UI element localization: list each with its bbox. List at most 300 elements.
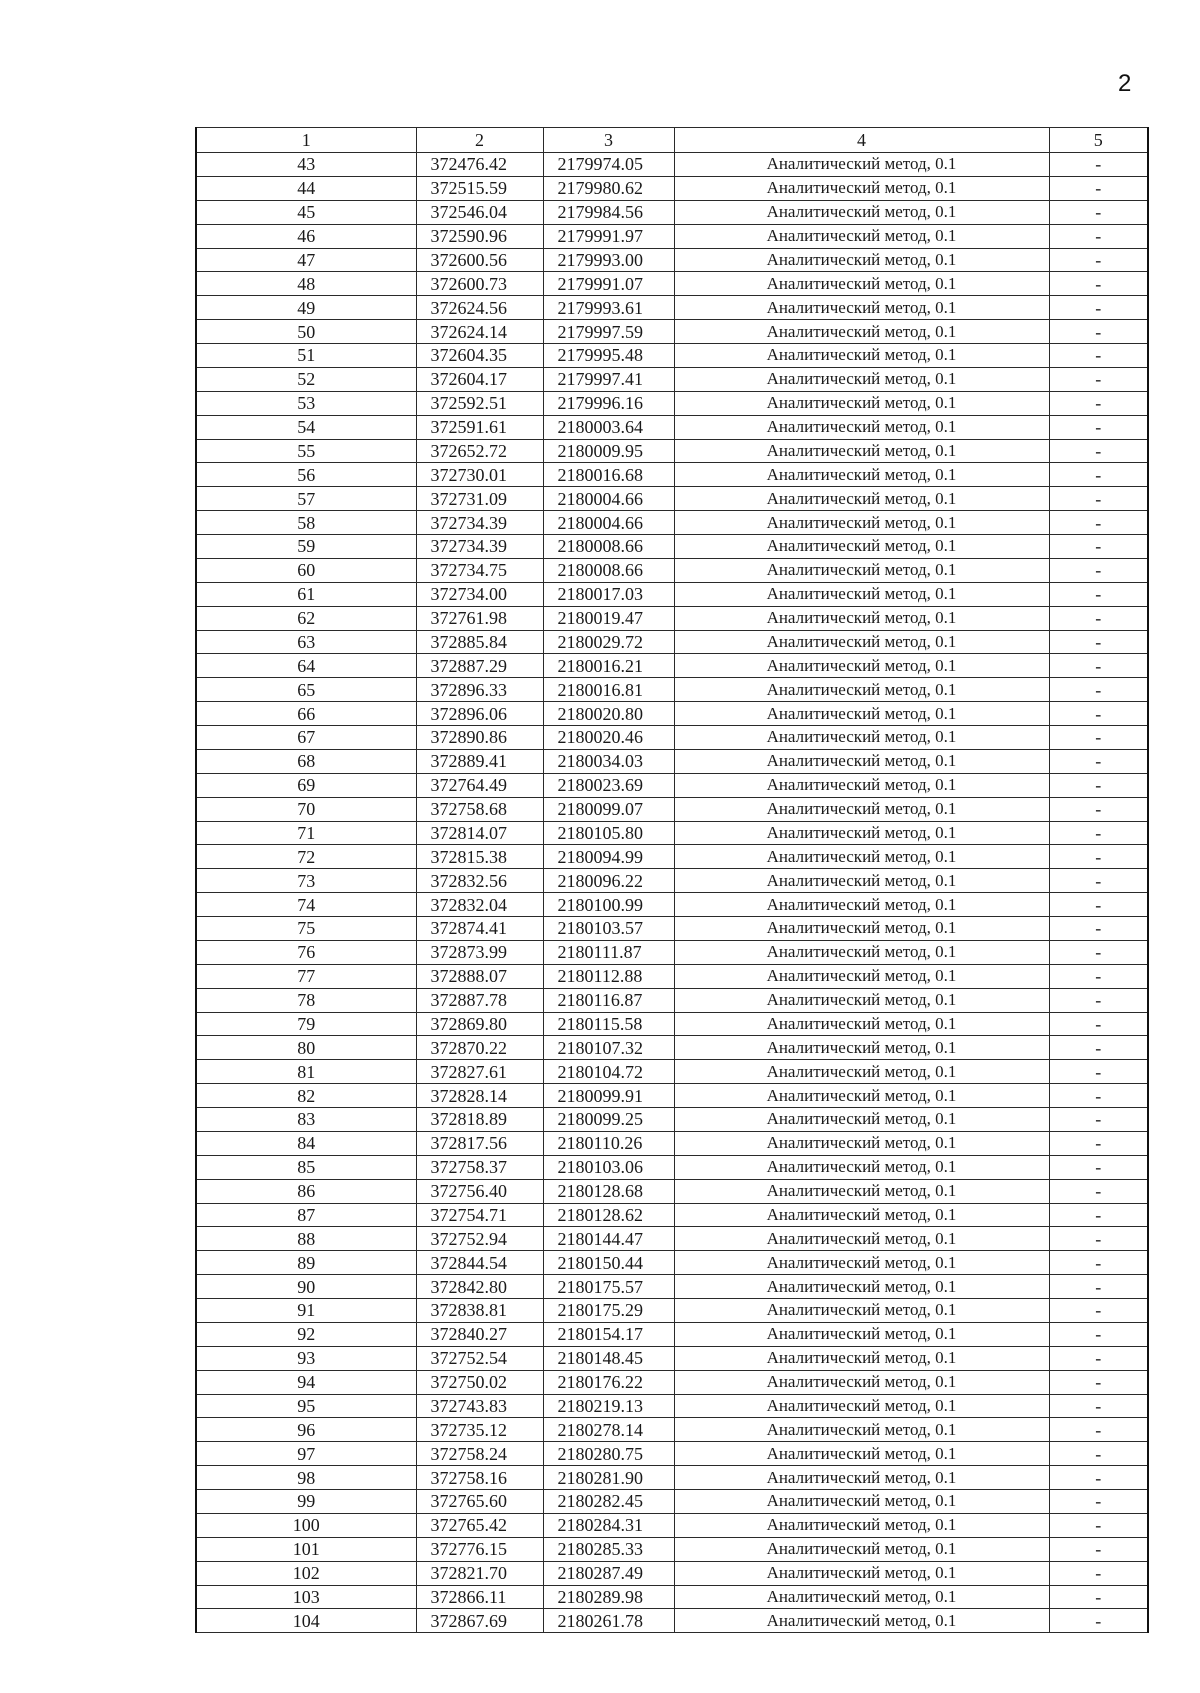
description-cell: - <box>1049 1275 1148 1299</box>
table-row <box>196 511 1148 535</box>
method-cell: Аналитический метод, 0.1 <box>674 988 1049 1012</box>
x-coordinate-cell: 372604.17 <box>416 367 543 391</box>
point-number-cell: 91 <box>196 1299 416 1323</box>
table-row <box>196 702 1148 726</box>
y-coordinate-cell: 2180111.87 <box>543 940 674 964</box>
point-number-cell: 87 <box>196 1203 416 1227</box>
method-cell: Аналитический метод, 0.1 <box>674 582 1049 606</box>
table-body <box>196 153 1148 1633</box>
point-number-cell: 51 <box>196 344 416 368</box>
method-cell: Аналитический метод, 0.1 <box>674 1108 1049 1132</box>
header-row <box>196 128 1148 153</box>
point-number-cell: 53 <box>196 391 416 415</box>
point-number-cell: 96 <box>196 1418 416 1442</box>
description-cell: - <box>1049 773 1148 797</box>
point-number-cell: 62 <box>196 606 416 630</box>
description-cell: - <box>1049 940 1148 964</box>
table-row <box>196 1418 1148 1442</box>
table-row <box>196 988 1148 1012</box>
table-row <box>196 439 1148 463</box>
description-cell: - <box>1049 487 1148 511</box>
description-cell: - <box>1049 964 1148 988</box>
method-cell: Аналитический метод, 0.1 <box>674 1012 1049 1036</box>
coordinates-table <box>195 127 1149 1633</box>
description-cell: - <box>1049 1513 1148 1537</box>
point-number-cell: 73 <box>196 869 416 893</box>
method-cell: Аналитический метод, 0.1 <box>674 344 1049 368</box>
point-number-cell: 64 <box>196 654 416 678</box>
description-cell: - <box>1049 176 1148 200</box>
method-cell: Аналитический метод, 0.1 <box>674 1442 1049 1466</box>
table-row <box>196 1203 1148 1227</box>
point-number-cell: 78 <box>196 988 416 1012</box>
point-number-cell: 57 <box>196 487 416 511</box>
table-row <box>196 582 1148 606</box>
method-cell: Аналитический метод, 0.1 <box>674 821 1049 845</box>
description-cell: - <box>1049 200 1148 224</box>
page-number: 2 <box>1118 70 1132 97</box>
method-cell: Аналитический метод, 0.1 <box>674 630 1049 654</box>
x-coordinate-cell: 372896.06 <box>416 702 543 726</box>
point-number-cell: 52 <box>196 367 416 391</box>
x-coordinate-cell: 372600.73 <box>416 272 543 296</box>
method-cell: Аналитический метод, 0.1 <box>674 439 1049 463</box>
y-coordinate-cell: 2180020.46 <box>543 726 674 750</box>
x-coordinate-cell: 372756.40 <box>416 1179 543 1203</box>
y-coordinate-cell: 2180004.66 <box>543 511 674 535</box>
point-number-cell: 98 <box>196 1466 416 1490</box>
header-col-3: 3 <box>543 128 674 153</box>
point-number-cell: 56 <box>196 463 416 487</box>
table-row <box>196 606 1148 630</box>
point-number-cell: 50 <box>196 320 416 344</box>
description-cell: - <box>1049 606 1148 630</box>
y-coordinate-cell: 2179995.48 <box>543 344 674 368</box>
y-coordinate-cell: 2180128.68 <box>543 1179 674 1203</box>
table-row <box>196 1513 1148 1537</box>
table-row <box>196 1609 1148 1633</box>
x-coordinate-cell: 372888.07 <box>416 964 543 988</box>
x-coordinate-cell: 372821.70 <box>416 1561 543 1585</box>
x-coordinate-cell: 372818.89 <box>416 1108 543 1132</box>
y-coordinate-cell: 2180029.72 <box>543 630 674 654</box>
x-coordinate-cell: 372752.94 <box>416 1227 543 1251</box>
point-number-cell: 104 <box>196 1609 416 1633</box>
table-header <box>196 128 1148 153</box>
x-coordinate-cell: 372761.98 <box>416 606 543 630</box>
method-cell: Аналитический метод, 0.1 <box>674 678 1049 702</box>
description-cell: - <box>1049 511 1148 535</box>
method-cell: Аналитический метод, 0.1 <box>674 726 1049 750</box>
x-coordinate-cell: 372750.02 <box>416 1370 543 1394</box>
point-number-cell: 60 <box>196 558 416 582</box>
method-cell: Аналитический метод, 0.1 <box>674 654 1049 678</box>
x-coordinate-cell: 372743.83 <box>416 1394 543 1418</box>
method-cell: Аналитический метод, 0.1 <box>674 511 1049 535</box>
description-cell: - <box>1049 1442 1148 1466</box>
x-coordinate-cell: 372652.72 <box>416 439 543 463</box>
description-cell: - <box>1049 1466 1148 1490</box>
method-cell: Аналитический метод, 0.1 <box>674 535 1049 559</box>
method-cell: Аналитический метод, 0.1 <box>674 1609 1049 1633</box>
point-number-cell: 44 <box>196 176 416 200</box>
description-cell: - <box>1049 535 1148 559</box>
point-number-cell: 70 <box>196 797 416 821</box>
y-coordinate-cell: 2180219.13 <box>543 1394 674 1418</box>
point-number-cell: 103 <box>196 1585 416 1609</box>
table-row <box>196 1346 1148 1370</box>
description-cell: - <box>1049 678 1148 702</box>
method-cell: Аналитический метод, 0.1 <box>674 749 1049 773</box>
table-row <box>196 1155 1148 1179</box>
x-coordinate-cell: 372624.56 <box>416 296 543 320</box>
description-cell: - <box>1049 1036 1148 1060</box>
point-number-cell: 71 <box>196 821 416 845</box>
point-number-cell: 93 <box>196 1346 416 1370</box>
y-coordinate-cell: 2179997.59 <box>543 320 674 344</box>
description-cell: - <box>1049 391 1148 415</box>
table-row <box>196 917 1148 941</box>
x-coordinate-cell: 372600.56 <box>416 248 543 272</box>
description-cell: - <box>1049 1179 1148 1203</box>
point-number-cell: 79 <box>196 1012 416 1036</box>
header-col-5: 5 <box>1049 128 1148 153</box>
y-coordinate-cell: 2180128.62 <box>543 1203 674 1227</box>
point-number-cell: 49 <box>196 296 416 320</box>
x-coordinate-cell: 372624.14 <box>416 320 543 344</box>
table-row <box>196 678 1148 702</box>
table-row <box>196 224 1148 248</box>
method-cell: Аналитический метод, 0.1 <box>674 391 1049 415</box>
y-coordinate-cell: 2179993.61 <box>543 296 674 320</box>
x-coordinate-cell: 372752.54 <box>416 1346 543 1370</box>
description-cell: - <box>1049 1609 1148 1633</box>
method-cell: Аналитический метод, 0.1 <box>674 1179 1049 1203</box>
y-coordinate-cell: 2180003.64 <box>543 415 674 439</box>
method-cell: Аналитический метод, 0.1 <box>674 415 1049 439</box>
header-col-1: 1 <box>196 128 416 153</box>
table-row <box>196 535 1148 559</box>
description-cell: - <box>1049 1537 1148 1561</box>
header-col-4: 4 <box>674 128 1049 153</box>
x-coordinate-cell: 372870.22 <box>416 1036 543 1060</box>
description-cell: - <box>1049 1394 1148 1418</box>
table-row <box>196 630 1148 654</box>
description-cell: - <box>1049 367 1148 391</box>
y-coordinate-cell: 2180099.07 <box>543 797 674 821</box>
table-row <box>196 1370 1148 1394</box>
table-row <box>196 1060 1148 1084</box>
y-coordinate-cell: 2180289.98 <box>543 1585 674 1609</box>
description-cell: - <box>1049 1012 1148 1036</box>
description-cell: - <box>1049 702 1148 726</box>
description-cell: - <box>1049 153 1148 177</box>
y-coordinate-cell: 2179980.62 <box>543 176 674 200</box>
method-cell: Аналитический метод, 0.1 <box>674 224 1049 248</box>
table-row <box>196 1394 1148 1418</box>
point-number-cell: 45 <box>196 200 416 224</box>
method-cell: Аналитический метод, 0.1 <box>674 1060 1049 1084</box>
description-cell: - <box>1049 654 1148 678</box>
description-cell: - <box>1049 1585 1148 1609</box>
table-row <box>196 415 1148 439</box>
x-coordinate-cell: 372592.51 <box>416 391 543 415</box>
method-cell: Аналитический метод, 0.1 <box>674 1155 1049 1179</box>
y-coordinate-cell: 2180278.14 <box>543 1418 674 1442</box>
point-number-cell: 47 <box>196 248 416 272</box>
y-coordinate-cell: 2180150.44 <box>543 1251 674 1275</box>
method-cell: Аналитический метод, 0.1 <box>674 702 1049 726</box>
table-row <box>196 487 1148 511</box>
y-coordinate-cell: 2179991.97 <box>543 224 674 248</box>
description-cell: - <box>1049 1131 1148 1155</box>
y-coordinate-cell: 2180096.22 <box>543 869 674 893</box>
point-number-cell: 74 <box>196 893 416 917</box>
description-cell: - <box>1049 988 1148 1012</box>
y-coordinate-cell: 2180115.58 <box>543 1012 674 1036</box>
x-coordinate-cell: 372840.27 <box>416 1322 543 1346</box>
method-cell: Аналитический метод, 0.1 <box>674 1203 1049 1227</box>
table-row <box>196 1251 1148 1275</box>
table-row <box>196 367 1148 391</box>
table-row <box>196 797 1148 821</box>
table-row <box>196 344 1148 368</box>
y-coordinate-cell: 2180009.95 <box>543 439 674 463</box>
method-cell: Аналитический метод, 0.1 <box>674 272 1049 296</box>
x-coordinate-cell: 372838.81 <box>416 1299 543 1323</box>
x-coordinate-cell: 372869.80 <box>416 1012 543 1036</box>
table-row <box>196 845 1148 869</box>
x-coordinate-cell: 372515.59 <box>416 176 543 200</box>
point-number-cell: 89 <box>196 1251 416 1275</box>
x-coordinate-cell: 372889.41 <box>416 749 543 773</box>
method-cell: Аналитический метод, 0.1 <box>674 797 1049 821</box>
table-row <box>196 749 1148 773</box>
x-coordinate-cell: 372591.61 <box>416 415 543 439</box>
description-cell: - <box>1049 439 1148 463</box>
table-row <box>196 893 1148 917</box>
table-row <box>196 821 1148 845</box>
point-number-cell: 95 <box>196 1394 416 1418</box>
point-number-cell: 66 <box>196 702 416 726</box>
description-cell: - <box>1049 1084 1148 1108</box>
x-coordinate-cell: 372734.75 <box>416 558 543 582</box>
x-coordinate-cell: 372887.78 <box>416 988 543 1012</box>
method-cell: Аналитический метод, 0.1 <box>674 1466 1049 1490</box>
method-cell: Аналитический метод, 0.1 <box>674 320 1049 344</box>
y-coordinate-cell: 2180285.33 <box>543 1537 674 1561</box>
table-row <box>196 1490 1148 1514</box>
method-cell: Аналитический метод, 0.1 <box>674 773 1049 797</box>
point-number-cell: 102 <box>196 1561 416 1585</box>
y-coordinate-cell: 2180103.57 <box>543 917 674 941</box>
method-cell: Аналитический метод, 0.1 <box>674 893 1049 917</box>
point-number-cell: 92 <box>196 1322 416 1346</box>
description-cell: - <box>1049 845 1148 869</box>
x-coordinate-cell: 372735.12 <box>416 1418 543 1442</box>
x-coordinate-cell: 372758.24 <box>416 1442 543 1466</box>
table-row <box>196 1299 1148 1323</box>
y-coordinate-cell: 2180019.47 <box>543 606 674 630</box>
method-cell: Аналитический метод, 0.1 <box>674 964 1049 988</box>
y-coordinate-cell: 2180282.45 <box>543 1490 674 1514</box>
point-number-cell: 80 <box>196 1036 416 1060</box>
method-cell: Аналитический метод, 0.1 <box>674 296 1049 320</box>
method-cell: Аналитический метод, 0.1 <box>674 1513 1049 1537</box>
table-row <box>196 869 1148 893</box>
method-cell: Аналитический метод, 0.1 <box>674 606 1049 630</box>
y-coordinate-cell: 2180105.80 <box>543 821 674 845</box>
description-cell: - <box>1049 272 1148 296</box>
y-coordinate-cell: 2180008.66 <box>543 558 674 582</box>
method-cell: Аналитический метод, 0.1 <box>674 1084 1049 1108</box>
x-coordinate-cell: 372832.04 <box>416 893 543 917</box>
description-cell: - <box>1049 1227 1148 1251</box>
point-number-cell: 43 <box>196 153 416 177</box>
method-cell: Аналитический метод, 0.1 <box>674 1537 1049 1561</box>
x-coordinate-cell: 372832.56 <box>416 869 543 893</box>
description-cell: - <box>1049 296 1148 320</box>
point-number-cell: 84 <box>196 1131 416 1155</box>
y-coordinate-cell: 2180099.91 <box>543 1084 674 1108</box>
x-coordinate-cell: 372734.39 <box>416 535 543 559</box>
method-cell: Аналитический метод, 0.1 <box>674 248 1049 272</box>
x-coordinate-cell: 372842.80 <box>416 1275 543 1299</box>
x-coordinate-cell: 372874.41 <box>416 917 543 941</box>
point-number-cell: 83 <box>196 1108 416 1132</box>
table-row <box>196 773 1148 797</box>
x-coordinate-cell: 372873.99 <box>416 940 543 964</box>
y-coordinate-cell: 2180016.81 <box>543 678 674 702</box>
table-row <box>196 1108 1148 1132</box>
table-row <box>196 1585 1148 1609</box>
y-coordinate-cell: 2180144.47 <box>543 1227 674 1251</box>
method-cell: Аналитический метод, 0.1 <box>674 1227 1049 1251</box>
method-cell: Аналитический метод, 0.1 <box>674 463 1049 487</box>
y-coordinate-cell: 2179993.00 <box>543 248 674 272</box>
point-number-cell: 65 <box>196 678 416 702</box>
method-cell: Аналитический метод, 0.1 <box>674 176 1049 200</box>
description-cell: - <box>1049 893 1148 917</box>
point-number-cell: 63 <box>196 630 416 654</box>
table-row <box>196 1275 1148 1299</box>
method-cell: Аналитический метод, 0.1 <box>674 153 1049 177</box>
x-coordinate-cell: 372764.49 <box>416 773 543 797</box>
y-coordinate-cell: 2180284.31 <box>543 1513 674 1537</box>
y-coordinate-cell: 2179984.56 <box>543 200 674 224</box>
table-row <box>196 272 1148 296</box>
point-number-cell: 69 <box>196 773 416 797</box>
point-number-cell: 101 <box>196 1537 416 1561</box>
description-cell: - <box>1049 1108 1148 1132</box>
x-coordinate-cell: 372887.29 <box>416 654 543 678</box>
x-coordinate-cell: 372731.09 <box>416 487 543 511</box>
x-coordinate-cell: 372828.14 <box>416 1084 543 1108</box>
x-coordinate-cell: 372734.00 <box>416 582 543 606</box>
method-cell: Аналитический метод, 0.1 <box>674 1036 1049 1060</box>
table-row <box>196 176 1148 200</box>
y-coordinate-cell: 2180175.29 <box>543 1299 674 1323</box>
point-number-cell: 90 <box>196 1275 416 1299</box>
x-coordinate-cell: 372885.84 <box>416 630 543 654</box>
table-row <box>196 1322 1148 1346</box>
method-cell: Аналитический метод, 0.1 <box>674 869 1049 893</box>
description-cell: - <box>1049 1322 1148 1346</box>
point-number-cell: 58 <box>196 511 416 535</box>
x-coordinate-cell: 372765.42 <box>416 1513 543 1537</box>
method-cell: Аналитический метод, 0.1 <box>674 367 1049 391</box>
description-cell: - <box>1049 1561 1148 1585</box>
x-coordinate-cell: 372546.04 <box>416 200 543 224</box>
point-number-cell: 85 <box>196 1155 416 1179</box>
method-cell: Аналитический метод, 0.1 <box>674 1561 1049 1585</box>
table-row <box>196 320 1148 344</box>
y-coordinate-cell: 2180107.32 <box>543 1036 674 1060</box>
description-cell: - <box>1049 726 1148 750</box>
header-col-2: 2 <box>416 128 543 153</box>
description-cell: - <box>1049 248 1148 272</box>
x-coordinate-cell: 372590.96 <box>416 224 543 248</box>
y-coordinate-cell: 2180281.90 <box>543 1466 674 1490</box>
method-cell: Аналитический метод, 0.1 <box>674 1418 1049 1442</box>
table-row <box>196 726 1148 750</box>
point-number-cell: 94 <box>196 1370 416 1394</box>
table-row <box>196 1227 1148 1251</box>
method-cell: Аналитический метод, 0.1 <box>674 845 1049 869</box>
point-number-cell: 100 <box>196 1513 416 1537</box>
x-coordinate-cell: 372754.71 <box>416 1203 543 1227</box>
point-number-cell: 88 <box>196 1227 416 1251</box>
point-number-cell: 99 <box>196 1490 416 1514</box>
point-number-cell: 68 <box>196 749 416 773</box>
description-cell: - <box>1049 582 1148 606</box>
table-row <box>196 296 1148 320</box>
table-row <box>196 1442 1148 1466</box>
description-cell: - <box>1049 1251 1148 1275</box>
table-row <box>196 1084 1148 1108</box>
description-cell: - <box>1049 320 1148 344</box>
x-coordinate-cell: 372817.56 <box>416 1131 543 1155</box>
y-coordinate-cell: 2179997.41 <box>543 367 674 391</box>
method-cell: Аналитический метод, 0.1 <box>674 1490 1049 1514</box>
table-row <box>196 463 1148 487</box>
point-number-cell: 48 <box>196 272 416 296</box>
point-number-cell: 55 <box>196 439 416 463</box>
table-row <box>196 1012 1148 1036</box>
description-cell: - <box>1049 869 1148 893</box>
y-coordinate-cell: 2180148.45 <box>543 1346 674 1370</box>
y-coordinate-cell: 2180261.78 <box>543 1609 674 1633</box>
x-coordinate-cell: 372476.42 <box>416 153 543 177</box>
y-coordinate-cell: 2180008.66 <box>543 535 674 559</box>
description-cell: - <box>1049 821 1148 845</box>
y-coordinate-cell: 2180100.99 <box>543 893 674 917</box>
y-coordinate-cell: 2180154.17 <box>543 1322 674 1346</box>
point-number-cell: 67 <box>196 726 416 750</box>
description-cell: - <box>1049 1155 1148 1179</box>
method-cell: Аналитический метод, 0.1 <box>674 1131 1049 1155</box>
x-coordinate-cell: 372730.01 <box>416 463 543 487</box>
y-coordinate-cell: 2180020.80 <box>543 702 674 726</box>
method-cell: Аналитический метод, 0.1 <box>674 1251 1049 1275</box>
table-row <box>196 1561 1148 1585</box>
description-cell: - <box>1049 1418 1148 1442</box>
x-coordinate-cell: 372814.07 <box>416 821 543 845</box>
x-coordinate-cell: 372758.68 <box>416 797 543 821</box>
y-coordinate-cell: 2180110.26 <box>543 1131 674 1155</box>
x-coordinate-cell: 372815.38 <box>416 845 543 869</box>
y-coordinate-cell: 2179974.05 <box>543 153 674 177</box>
